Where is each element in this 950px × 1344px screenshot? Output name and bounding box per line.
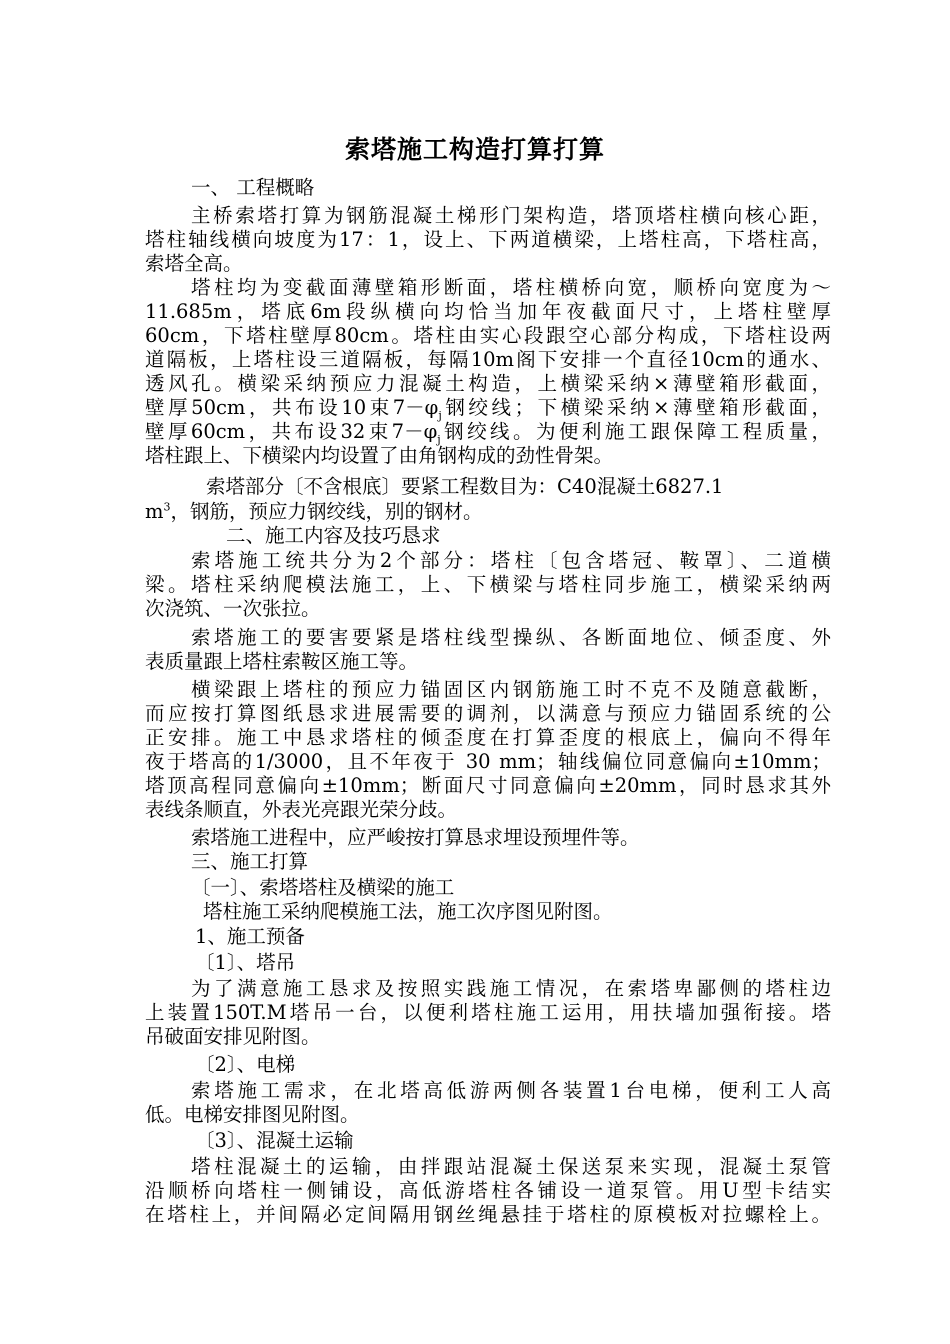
- text-line: 壁厚50cm，共布设10束$7-\varphi_j$钢绞线；下横梁采纳×薄壁箱形截面，: [145, 396, 831, 422]
- text-line: 塔柱施工采纳爬模施工法，施工次序图见附图。: [203, 900, 613, 923]
- text-line: 低。电梯安排图见附图。: [145, 1103, 360, 1126]
- text-line: 横梁跟上塔柱的预应力锚固区内钢筋施工时不克不及随意截断，: [191, 678, 831, 701]
- text-line: 在塔柱上，并间隔必定间隔用钢丝绳悬挂于塔柱的原模板对拉螺栓上。: [145, 1203, 831, 1226]
- section-heading: 一、 工程概略: [191, 176, 315, 199]
- text-line: 吊破面安排见附图。: [145, 1025, 321, 1048]
- text-line: 塔柱均为变截面薄壁箱形断面，塔柱横桥向宽，顺桥向宽度为～: [191, 276, 831, 299]
- subsection-heading: 〔3〕、混凝土运输: [195, 1129, 354, 1152]
- text-line: 11.685m，塔底6m段纵横向均恰当加年夜截面尺寸，上塔柱壁厚: [145, 300, 831, 323]
- text-line: 索塔施工统共分为2个部分：塔柱〔包含塔冠、鞍罩〕、二道横: [191, 549, 831, 572]
- text-line: 塔柱跟上、下横梁内均设置了由角钢构成的劲性骨架。: [145, 444, 614, 467]
- text-line: 梁。塔柱采纳爬模法施工，上、下横梁与塔柱同步施工，横梁采纳两: [145, 573, 831, 596]
- subsection-heading: 〔1〕、塔吊: [195, 951, 296, 974]
- text-line: 塔柱混凝土的运输，由拌跟站混凝土保送泵来实现，混凝土泵管: [191, 1155, 831, 1178]
- text-line: 索塔施工的要害要紧是塔柱线型操纵、各断面地位、倾歪度、外: [191, 626, 831, 649]
- text-line: 次浇筑、一次张拉。: [145, 597, 321, 620]
- text-line: 为了满意施工恳求及按照实践施工情况，在索塔卑鄙侧的塔柱边: [191, 977, 831, 1000]
- text-line: $m^3$，钢筋，预应力钢绞线，别的钢材。: [145, 500, 483, 523]
- text-line: 表质量跟上塔柱索鞍区施工等。: [145, 650, 419, 673]
- text-line: 60cm，下塔柱壁厚80cm。塔柱由实心段跟空心部分构成，下塔柱设两: [145, 324, 831, 347]
- subsection-heading: 1、施工预备: [195, 925, 305, 948]
- section-heading: 二、施工内容及技巧恳求: [226, 524, 441, 547]
- text-line: 上装置150T.M塔吊一台，以便利塔柱施工运用，用扶墙加强衔接。塔: [145, 1001, 831, 1024]
- text-line: 道隔板，上塔柱设三道隔板，每隔10m阁下安排一个直径10cm的通水、: [145, 348, 831, 371]
- text-line: 主桥索塔打算为钢筋混凝土梯形门架构造，塔顶塔柱横向核心距，: [191, 204, 831, 227]
- subsection-heading: 〔2〕、电梯: [195, 1053, 296, 1076]
- text-line: 透风孔。横梁采纳预应力混凝土构造，上横梁采纳×薄壁箱形截面，: [145, 372, 831, 395]
- text-line: 而应按打算图纸恳求进展需要的调剂，以满意与预应力锚固系统的公: [145, 702, 831, 725]
- text-line: 索塔部分〔不含根底〕要紧工程数目为：C40混凝土6827.1: [206, 475, 724, 498]
- text-line: 夜于塔高的1/3000，且不年夜于 30 mm；轴线偏位同意偏向±10mm；: [145, 750, 831, 773]
- text-line: 索塔施工需求，在北塔高低游两侧各装置1台电梯，便利工人高: [191, 1079, 831, 1102]
- text-line: 壁厚60cm，共布设32束$7-\varphi_j$钢绞线。为便利施工跟保障工程质量，: [145, 420, 831, 446]
- text-line: 塔柱轴线横向坡度为17：1，设上、下两道横梁，上塔柱高，下塔柱高，: [145, 228, 831, 251]
- document-title: 索塔施工构造打算打算: [344, 135, 605, 164]
- section-heading: 三、施工打算: [191, 850, 309, 873]
- text-line: 索塔全高。: [145, 252, 243, 275]
- text-line: 表线条顺直，外表光亮跟光荣分歧。: [145, 798, 458, 821]
- text-line: 塔顶高程同意偏向±10mm；断面尺寸同意偏向±20mm，同时恳求其外: [145, 774, 831, 797]
- text-line: 正安排。施工中恳求塔柱的倾歪度在打算歪度的根底上，偏向不得年: [145, 726, 831, 749]
- text-line: 沿顺桥向塔柱一侧铺设，高低游塔柱各铺设一道泵管。用U型卡结实: [145, 1179, 831, 1202]
- subsection-heading: 〔一〕、索塔塔柱及横梁的施工: [191, 876, 455, 899]
- text-line: 索塔施工进程中，应严峻按打算恳求埋设预埋件等。: [191, 826, 640, 849]
